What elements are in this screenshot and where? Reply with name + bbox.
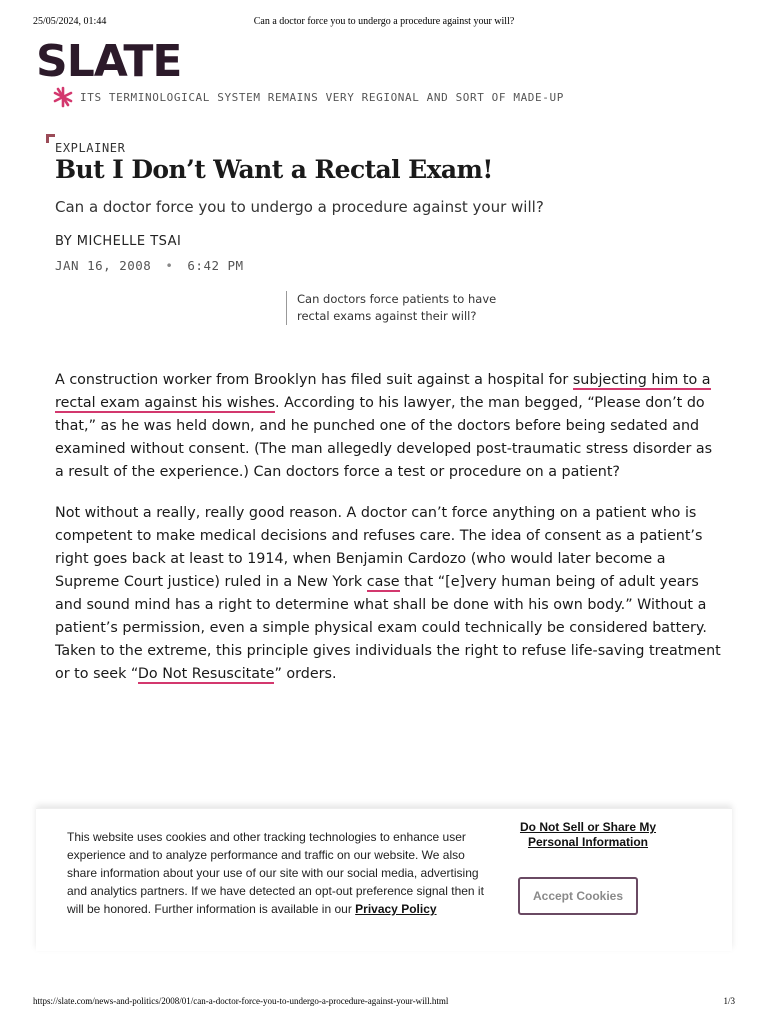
do-not-resuscitate-link[interactable]: Do Not Resuscitate	[137, 666, 275, 682]
article-dek: Can a doctor force you to undergo a procedure against your will?	[55, 198, 544, 216]
do-not-sell-link[interactable]: Do Not Sell or Share My Personal Information	[519, 820, 657, 849]
kicker-corner-mark	[46, 134, 55, 143]
print-title: Can a doctor force you to undergo a procedure against your will?	[253, 16, 515, 27]
paragraph-text: . According to his lawyer, the man begged, “Please don’t do that,” as he was held down, and he punched one of the doctors before being sedated and examined without consent. (The man allegedly developed post-traumatic stress disorder as a result of the experience.) Can doctors force a test or procedure on a patient?	[55, 395, 713, 480]
cookie-text: This website uses cookies and other tracking technologies to enhance user experience and to analyze performance and traffic on our website. We also share information about your use of our site with our social media, advertising and analytics partners. If we have detected an opt-out preference signal then it will be honored. Further information is available in our	[67, 830, 484, 916]
print-datetime: 25/05/2024, 01:44	[33, 16, 107, 27]
case-link[interactable]: case	[366, 574, 400, 590]
print-header	[33, 16, 735, 30]
article-body	[55, 369, 723, 704]
paragraph-1	[55, 369, 723, 484]
pull-quote: Can doctors force patients to have rectal exams against their will?	[286, 291, 497, 325]
paragraph-text: Not without a really, really good reason. A doctor can’t force anything on a patient who is competent to make medical decisions and refuses care. The idea of consent as a patient’s right goes back at least to 1914, when Benjamin Cardozo (who would later become a Supreme Court justice) ruled in a New York	[55, 505, 703, 590]
article-dateline	[55, 258, 244, 273]
paragraph-text: that “[e]very human being of adult years and sound mind has a right to determine what shall be done with his own body.” Without a patient’s permission, even a simple physical exam could technically be considered battery. Taken to the extreme, this principle gives individuals the right to refuse life-saving treatment or to seek “	[55, 574, 721, 682]
cookie-consent-banner	[36, 808, 732, 951]
paragraph-2	[55, 502, 723, 686]
slate-logo[interactable]: SLATE	[36, 36, 182, 87]
article-kicker[interactable]: EXPLAINER	[55, 141, 126, 155]
publish-time: 6:42 PM	[187, 258, 244, 273]
print-footer	[33, 996, 735, 1010]
rectal-exam-lawsuit-link[interactable]: subjecting him to a rectal exam against his wishes	[55, 372, 711, 411]
print-url: https://slate.com/news-and-politics/2008/01/can-a-doctor-force-you-to-undergo-a-procedure-against-your-will.html	[33, 996, 449, 1006]
date-separator: •	[165, 258, 174, 273]
asterisk-star-icon	[52, 86, 74, 108]
paragraph-text: A construction worker from Brooklyn has filed suit against a hospital for	[55, 372, 573, 388]
section-tagline: ITS TERMINOLOGICAL SYSTEM REMAINS VERY REGIONAL AND SORT OF MADE-UP	[80, 91, 564, 104]
article-byline[interactable]: BY MICHELLE TSAI	[55, 234, 182, 249]
cookie-notice-text	[67, 828, 497, 918]
accept-cookies-button[interactable]: Accept Cookies	[518, 877, 638, 915]
article-headline: But I Don’t Want a Rectal Exam!	[55, 155, 493, 184]
paragraph-text: ” orders.	[274, 666, 337, 682]
page-number: 1/3	[723, 996, 735, 1006]
privacy-policy-link[interactable]: Privacy Policy	[355, 902, 437, 916]
publish-date: JAN 16, 2008	[55, 258, 152, 273]
